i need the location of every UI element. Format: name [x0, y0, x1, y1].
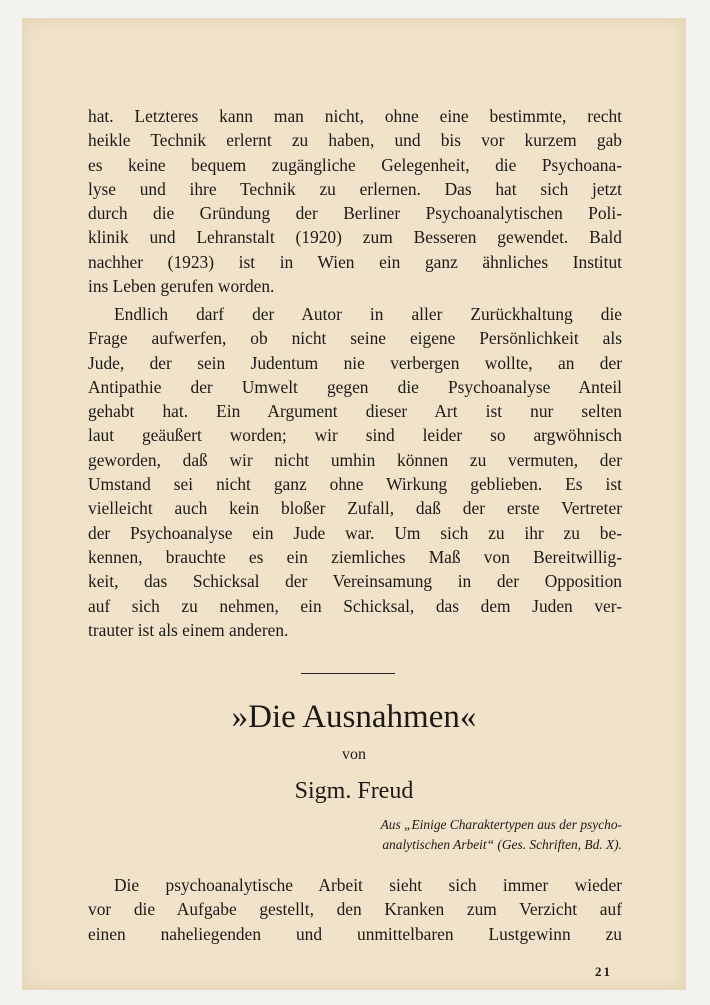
text-line: gehabt hat. Ein Argument dieser Art ist nur selten [88, 401, 622, 422]
text-line: klinik und Lehranstalt (1920) zum Besseren gewendet. Bald [88, 227, 622, 248]
text-line: hat. Letzteres kann man nicht, ohne eine bestimmte, recht [88, 106, 622, 126]
text-line: heikle Technik erlernt zu haben, und bis vor kurzem gab [88, 130, 622, 151]
text-line: Endlich darf der Autor in aller Zurückhaltung die [114, 304, 622, 324]
text-line: vielleicht auch kein bloßer Zufall, daß der erste Vertreter [88, 498, 622, 519]
book-page [22, 18, 686, 990]
text-line: Umstand sei nicht ganz ohne Wirkung geblieben. Es ist [88, 474, 622, 495]
paragraph-1 [88, 104, 622, 298]
text-line: nachher (1923) ist in Wien ein ganz ähnliches Institut [88, 251, 622, 272]
text-line: vor die Aufgabe gestellt, den Kranken zum Verzicht auf [88, 899, 622, 920]
text-line: lyse und ihre Technik zu erlernen. Das hat sich jetzt [88, 178, 622, 199]
section-divider [301, 673, 395, 674]
byline-prefix: von [342, 746, 366, 763]
text-line: Antipathie der Umwelt gegen die Psychoanalyse Anteil [88, 376, 622, 397]
text-line: Jude, der sein Judentum nie verbergen wollte, an der [88, 352, 622, 373]
text-line: ins Leben gerufen worden. [88, 276, 275, 297]
text-line: Die psychoanalytische Arbeit sieht sich immer wieder [114, 875, 622, 895]
paragraph-3 [88, 873, 622, 946]
citation-line: analytischen Arbeit“ (Ges. Schriften, Bd. X). [382, 837, 622, 852]
text-line: geworden, daß wir nicht umhin können zu vermuten, der [88, 449, 622, 470]
section-title: »Die Ausnahmen« [231, 699, 477, 735]
text-line: laut geäußert worden; wir sind leider so argwöhnisch [88, 425, 622, 446]
citation-line: Aus „Einige Charaktertypen aus der psycho- [380, 817, 622, 832]
page-number: 21 [595, 964, 612, 979]
author-name: Sigm. Freud [294, 778, 414, 804]
text-line: trauter ist als einem anderen. [88, 619, 289, 640]
text-line: einen naheliegenden und unmittelbaren Lustgewinn zu [88, 923, 622, 944]
text-line: keit, das Schicksal der Vereinsamung in der Opposition [88, 571, 622, 592]
text-line: Frage aufwerfen, ob nicht seine eigene Persönlichkeit als [88, 328, 622, 349]
text-line: kennen, brauchte es ein ziemliches Maß von Bereitwillig- [88, 546, 622, 567]
text-line: der Psychoanalyse ein Jude war. Um sich zu ihr zu be- [88, 522, 622, 543]
text-line: auf sich zu nehmen, ein Schicksal, das dem Juden ver- [88, 595, 622, 616]
text-line: es keine bequem zugängliche Gelegenheit, die Psychoana- [88, 154, 622, 175]
text-line: durch die Gründung der Berliner Psychoanalytischen Poli- [88, 203, 622, 224]
source-citation [262, 815, 622, 855]
paragraph-2 [88, 302, 622, 642]
